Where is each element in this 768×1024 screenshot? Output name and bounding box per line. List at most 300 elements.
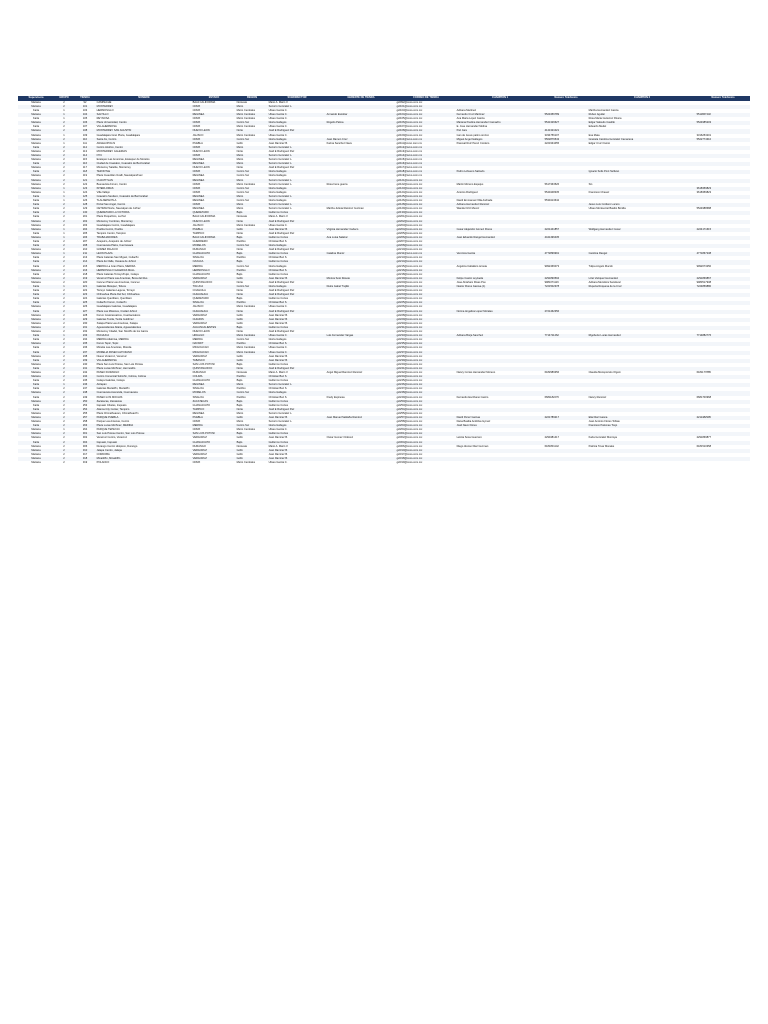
table-cell[interactable]: 3618359823	[696, 187, 750, 191]
table-cell[interactable]: 2	[63, 346, 65, 350]
table-cell[interactable]: Angel Miguel Ramirez Ramirez	[326, 370, 363, 374]
table-cell[interactable]: REYNOSA	[96, 117, 110, 121]
table-cell[interactable]: 225	[74, 301, 96, 305]
table-cell[interactable]: gsf247@oxxo.com.mx	[396, 387, 423, 391]
table-cell[interactable]: 1	[54, 228, 74, 232]
table-cell[interactable]: gsf214@oxxo.com.mx	[396, 260, 456, 264]
table-cell[interactable]: Adriana Borja Sanchez	[456, 334, 544, 338]
table-cell[interactable]: 2	[63, 174, 65, 178]
table-cell[interactable]: Pacifico	[236, 375, 268, 379]
table-cell[interactable]: Antonio Rodriguez	[456, 190, 478, 194]
table-cell[interactable]: 2	[63, 444, 65, 448]
table-cell[interactable]: Metro Centrales	[236, 108, 256, 112]
table-cell[interactable]: gsf227@oxxo.com.mx	[396, 310, 456, 314]
table-cell[interactable]: VERACRUZ	[192, 449, 236, 453]
table-cell[interactable]: Dana Basilia Andrйsa Gуmez	[456, 420, 491, 424]
table-cell[interactable]: 1	[63, 428, 65, 432]
table-cell[interactable]: gsf221@oxxo.com.mx	[396, 285, 456, 289]
table-cell[interactable]: Karla	[18, 203, 54, 207]
table-cell[interactable]: Juan Ramirez B.	[268, 452, 288, 456]
table-cell[interactable]: Karina Sanchez Nava	[326, 141, 352, 145]
table-cell[interactable]: Mariana	[31, 444, 41, 448]
table-cell[interactable]: 234	[82, 338, 88, 342]
table-cell[interactable]: 7714882776	[696, 334, 750, 338]
table-cell[interactable]: 2	[54, 359, 74, 363]
table-cell[interactable]: TEZONTLE	[96, 170, 192, 174]
table-cell[interactable]: gsf229@oxxo.com.mx	[396, 318, 456, 322]
table-cell[interactable]: Mariana	[31, 461, 41, 465]
table-cell[interactable]: Adriana Hernandez Ramirez	[456, 203, 544, 207]
table-cell[interactable]: JALISCO	[192, 223, 204, 227]
table-cell[interactable]: gsf220@oxxo.com.mx	[396, 280, 423, 284]
table-cell[interactable]: Felipe Castro Leyzaola	[456, 277, 544, 281]
table-cell[interactable]: Coacalco Sendero, Coacalco de Berriozabal	[96, 195, 192, 199]
table-cell[interactable]: gsf225@oxxo.com.mx	[396, 301, 456, 305]
table-cell[interactable]: 118	[74, 170, 96, 174]
table-cell[interactable]: 253	[82, 403, 88, 407]
table-cell[interactable]: Ulises Garcia C.	[268, 113, 326, 117]
table-cell[interactable]: Golfo	[236, 449, 268, 453]
table-cell[interactable]: 227	[74, 310, 96, 314]
table-cell[interactable]: gsf237@oxxo.com.mx	[396, 351, 456, 355]
table-cell[interactable]: Ulises Garcia C.	[268, 461, 288, 465]
table-cell[interactable]: Eva Mata	[588, 133, 600, 137]
table-cell[interactable]: Pedro Lobueno Salcedo	[456, 170, 544, 174]
table-cell[interactable]: 306	[82, 444, 88, 448]
table-cell[interactable]: Metro Centrales	[236, 117, 256, 121]
table-cell[interactable]: gsf115@oxxo.com.mx	[396, 158, 423, 162]
table-cell[interactable]: Guillermo Cortes	[268, 441, 326, 445]
table-cell[interactable]: Mariana	[18, 449, 54, 453]
table-cell[interactable]: 116	[74, 162, 96, 166]
table-cell[interactable]: Martha Hernandez Garcia	[588, 108, 619, 112]
table-cell[interactable]: Ruperta Roquena de la Cruz	[588, 285, 696, 289]
table-cell[interactable]: gsf239@oxxo.com.mx	[396, 359, 456, 363]
table-cell[interactable]: Karla	[18, 293, 54, 297]
table-cell[interactable]: Juan Eduardo Rangel Hernandez	[456, 236, 544, 240]
table-cell[interactable]: gsf318@oxxo.com.mx	[396, 457, 456, 461]
table-cell[interactable]: Mariana	[31, 190, 41, 194]
table-cell[interactable]: 122	[82, 182, 88, 186]
table-cell[interactable]: Elia Diaz Gaona	[588, 416, 696, 420]
table-cell[interactable]: gsf244@oxxo.com.mx	[396, 375, 456, 379]
table-cell[interactable]: 210	[82, 248, 88, 252]
table-cell[interactable]: Mariana	[18, 138, 54, 142]
header-grupo[interactable]: GRUPO	[54, 96, 74, 101]
table-cell[interactable]: Mariana	[18, 129, 54, 133]
table-cell[interactable]: San Luis Potosн Centro, San Luis Potosн	[96, 432, 192, 436]
table-cell[interactable]: gsf249@oxxo.com.mx	[396, 395, 423, 399]
table-cell[interactable]: Mariana	[18, 326, 54, 330]
table-cell[interactable]: Plaza San Luis Potosн, San Luis Potosн	[96, 362, 144, 366]
table-cell[interactable]: Irapuato, Irapuato	[96, 441, 192, 445]
table-cell[interactable]: Ulises Garcia C.	[268, 223, 288, 227]
table-cell[interactable]: Mariana	[31, 330, 41, 334]
table-cell[interactable]: 5523456789	[544, 113, 588, 117]
table-cell[interactable]: Adriana Mendoza Sandoval	[588, 280, 621, 284]
table-cell[interactable]: Cuernavaca Averanda, Cuernavaca	[96, 391, 192, 395]
table-cell[interactable]: Rosa Maria Gutierrez Rivera	[588, 117, 622, 121]
table-cell[interactable]: Veracruz Plaza Las Americas, Boca del Rнo	[96, 277, 192, 281]
table-cell[interactable]: Durango Centro Histриco, Durango	[96, 444, 138, 448]
table-cell[interactable]: 2221441857	[544, 228, 588, 232]
table-cell[interactable]: 2	[54, 391, 74, 395]
table-cell[interactable]: Torreуn Galerias Laguna, Torreуn	[96, 289, 136, 293]
table-cell[interactable]: Cuernavaca Plaza, Cuernavaca	[96, 244, 192, 248]
table-cell[interactable]: Plaza Lucas Morбnez, MERIDA	[96, 424, 192, 428]
table-cell[interactable]: 216	[74, 269, 96, 273]
table-cell[interactable]	[456, 461, 544, 465]
table-cell[interactable]: Socorro Gonzalez L.	[268, 105, 326, 109]
table-cell[interactable]: Mariana	[31, 158, 41, 162]
table-cell[interactable]: Josй E Rodriguez Paz	[268, 289, 295, 293]
table-cell[interactable]: Guillermo Cortes	[268, 400, 326, 404]
table-cell[interactable]: 110	[74, 138, 96, 142]
table-cell[interactable]: 129	[82, 207, 88, 211]
table-cell[interactable]: MERIDA	[192, 338, 203, 342]
table-cell[interactable]: 5562876543	[544, 138, 588, 142]
table-cell[interactable]: 1	[54, 236, 74, 240]
table-cell[interactable]: 2	[63, 330, 65, 334]
table-cell[interactable]: 117	[82, 166, 88, 170]
table-cell[interactable]: Ulises Garcia C.	[268, 125, 288, 129]
table-cell[interactable]: Golfo	[236, 359, 268, 363]
header-correo[interactable]: CORREO DE TIENDA	[396, 96, 456, 101]
table-cell[interactable]: MONTERREY SAN AGUSTIN	[96, 129, 192, 133]
table-cell[interactable]: Sin	[588, 182, 593, 186]
table-cell[interactable]: Metro	[236, 207, 244, 211]
table-cell[interactable]: gsf092@oxxo.com.mx	[396, 100, 423, 104]
table-cell[interactable]: gsf216@oxxo.com.mx	[396, 269, 456, 273]
table-cell[interactable]: Josй Navo Flores	[456, 424, 544, 428]
table-cell[interactable]: Gloria Gallegos	[268, 170, 326, 174]
table-cell[interactable]: Gloria Gallegos	[268, 138, 326, 142]
table-cell[interactable]: Juan Antonio Flores Tobias	[588, 420, 620, 424]
table-cell[interactable]: Josй E Rodriguez Paz	[268, 310, 326, 314]
table-cell[interactable]: Karla	[18, 170, 54, 174]
table-cell[interactable]: Metro	[236, 383, 268, 387]
table-cell[interactable]: 2	[54, 441, 74, 445]
table-cell[interactable]	[696, 461, 750, 465]
table-cell[interactable]: CAMPECHE	[96, 100, 112, 104]
table-cell[interactable]: Josй E Rodriguez Paz	[268, 280, 295, 284]
table-cell[interactable]: 2	[54, 293, 74, 297]
table-cell[interactable]: Mariana	[31, 362, 41, 366]
table-cell[interactable]: gsf116@oxxo.com.mx	[396, 162, 456, 166]
table-cell[interactable]: Noroeste	[236, 215, 248, 219]
table-cell[interactable]: gsf130@oxxo.com.mx	[396, 211, 456, 215]
table-cell[interactable]: Fernando Escribano Castro	[456, 395, 489, 399]
table-cell[interactable]: 2	[63, 379, 65, 383]
table-cell[interactable]: Eduardo Medel	[588, 125, 607, 129]
table-cell[interactable]: Centro Sur	[236, 170, 268, 174]
table-cell[interactable]: Josй E Rodriguez Paz	[268, 293, 326, 297]
table-cell[interactable]: Mariana Paulina Hernandez Camacho	[456, 121, 544, 125]
table-cell[interactable]: Socorro Gonzalez L.	[268, 207, 293, 211]
table-cell[interactable]: 105	[82, 117, 88, 121]
table-cell[interactable]: Mariana	[31, 248, 41, 252]
table-cell[interactable]: Guillermo Cortes	[268, 403, 289, 407]
table-cell[interactable]: Guillermo Cortes	[268, 260, 326, 264]
table-cell[interactable]: REGINEA	[192, 162, 236, 166]
table-cell[interactable]: Metro Centrales	[236, 461, 256, 465]
header-gerente[interactable]: GERENTE DE TIENDA	[326, 96, 396, 101]
table-cell[interactable]: Norte	[236, 220, 268, 224]
table-cell[interactable]: 241	[74, 367, 96, 371]
table-cell[interactable]: Golfo	[236, 436, 243, 440]
table-cell[interactable]: Karla	[32, 215, 40, 219]
table-cell[interactable]: MORELOS	[192, 391, 236, 395]
table-cell[interactable]: 107	[82, 125, 88, 129]
table-cell[interactable]: Nestor Flores Garcнa (1)	[456, 285, 544, 289]
table-cell[interactable]: gsf105@oxxo.com.mx	[396, 117, 423, 121]
table-cell[interactable]: Mariana	[18, 220, 54, 224]
table-cell[interactable]: gsf304@oxxo.com.mx	[396, 441, 456, 445]
table-cell[interactable]: gsf210@oxxo.com.mx	[396, 248, 423, 252]
table-cell[interactable]: 2221789217	[544, 416, 588, 420]
table-cell[interactable]: 4772899991	[544, 252, 588, 256]
table-cell[interactable]: gsf302@oxxo.com.mx	[396, 436, 423, 440]
table-cell[interactable]: Centro Sur	[236, 424, 268, 428]
table-cell[interactable]: Bajio	[236, 379, 243, 383]
table-cell[interactable]: Ciudad de Coacalco, Coacalco de Berriozabal	[96, 162, 192, 166]
table-cell[interactable]: Juan Ramirez B.	[268, 141, 288, 145]
table-cell[interactable]: gsf113@oxxo.com.mx	[396, 149, 423, 153]
table-cell[interactable]: Karla	[32, 379, 40, 383]
table-cell[interactable]: MONTERREY	[96, 105, 192, 109]
table-cell[interactable]: 1	[63, 141, 65, 145]
table-cell[interactable]: 6681182276	[544, 395, 559, 399]
table-cell[interactable]: Jesus Luis Cordero Lucero	[588, 203, 696, 207]
table-cell[interactable]: Christian Baz S.	[268, 256, 288, 260]
table-cell[interactable]: Mariana	[18, 342, 54, 346]
table-cell[interactable]: Mariana	[31, 149, 41, 153]
table-cell[interactable]: Norma Angelica Lopez Morales	[456, 310, 544, 314]
table-cell[interactable]: CDMX	[192, 121, 236, 125]
table-cell[interactable]: Karla	[18, 359, 54, 363]
table-cell[interactable]: 2290481417	[544, 436, 560, 440]
table-cell[interactable]: 226	[82, 305, 88, 309]
table-cell[interactable]: Mario A. Marin V.	[268, 100, 289, 104]
table-cell[interactable]: Christian Baz S.	[268, 239, 288, 243]
table-cell[interactable]: Francisco Palomas Trejo	[588, 424, 696, 428]
table-cell[interactable]: Pacifico	[236, 256, 246, 260]
table-cell[interactable]: 2	[63, 354, 65, 358]
table-cell[interactable]: PUEBLA	[192, 228, 236, 232]
table-cell[interactable]: Centro Sur	[236, 121, 268, 125]
table-cell[interactable]: Guillermo Cortes	[268, 211, 326, 215]
table-cell[interactable]: Ulises Garcia C.	[268, 108, 288, 112]
table-cell[interactable]: 124	[82, 190, 88, 194]
table-cell[interactable]: Centro Sur	[236, 285, 268, 289]
table-cell[interactable]: 214	[74, 260, 96, 264]
table-cell[interactable]: gsf228@oxxo.com.mx	[396, 313, 423, 317]
table-cell[interactable]: REGINEA	[192, 158, 205, 162]
table-cell[interactable]: Bajio	[236, 236, 268, 240]
table-cell[interactable]: Mariana	[18, 121, 54, 125]
table-cell[interactable]: VILLAHERMOSA	[96, 125, 117, 129]
table-cell[interactable]: 2	[54, 400, 74, 404]
table-cell[interactable]: Galerias Tuxtla, Tuxtla Gutiйrrez	[96, 318, 192, 322]
table-cell[interactable]: 3618359823	[696, 190, 712, 194]
table-cell[interactable]: Gloria Gallegos	[268, 285, 326, 289]
table-cell[interactable]: Rigoberto Lucas Hernandez	[588, 334, 696, 338]
table-cell[interactable]: Dulce Isabel Trujillo	[326, 285, 396, 289]
table-cell[interactable]: CHIHUAHUA	[192, 293, 236, 297]
table-cell[interactable]: gsf204@oxxo.com.mx	[396, 228, 456, 232]
table-cell[interactable]: gsf258@oxxo.com.mx	[396, 420, 423, 424]
table-cell[interactable]: REGINEA	[192, 383, 236, 387]
table-cell[interactable]: Diego Alonso Diaz Guzman	[456, 444, 489, 448]
table-cell[interactable]: Josй E Rodriguez Paz	[268, 166, 295, 170]
header-champion-1[interactable]: CHAMPION 1	[456, 96, 544, 101]
table-cell[interactable]: Josй E Rodriguez Paz	[268, 367, 326, 371]
table-cell[interactable]: SINALOA	[192, 301, 236, 305]
table-cell[interactable]: Mariana	[18, 432, 54, 436]
table-cell[interactable]: TOLUCA	[192, 285, 236, 289]
table-cell[interactable]: Guillermo Cortes	[268, 236, 326, 240]
table-cell[interactable]: Culiacбn Forum, Culiacбn	[96, 301, 192, 305]
table-cell[interactable]: 310	[74, 449, 96, 453]
table-cell[interactable]: Centro Sur	[236, 190, 250, 194]
table-cell[interactable]: gsf310@oxxo.com.mx	[396, 449, 456, 453]
table-cell[interactable]: 2	[63, 452, 65, 456]
table-cell[interactable]: 5522774310	[696, 138, 750, 142]
table-cell[interactable]: 2	[54, 179, 74, 183]
table-cell[interactable]: gsf207@oxxo.com.mx	[396, 239, 423, 243]
table-cell[interactable]: 205	[82, 231, 88, 235]
table-cell[interactable]: 2211482995	[696, 416, 750, 420]
table-cell[interactable]: gsf219@oxxo.com.mx	[396, 277, 456, 281]
table-cell[interactable]: 4141321021	[544, 129, 588, 133]
table-cell[interactable]: Metro Centrales	[236, 133, 256, 137]
table-cell[interactable]: NUEVO LEON	[192, 129, 236, 133]
table-cell[interactable]: Mariana	[31, 166, 41, 170]
table-cell[interactable]: 2	[54, 408, 74, 412]
table-cell[interactable]: 130	[74, 211, 96, 215]
table-cell[interactable]: Karla	[18, 301, 54, 305]
table-cell[interactable]: COAHUILA	[192, 289, 206, 293]
table-cell[interactable]: 103	[82, 108, 88, 112]
table-cell[interactable]: Karla	[32, 256, 40, 260]
table-cell[interactable]: 304	[74, 441, 96, 445]
table-cell[interactable]: 2	[63, 215, 65, 219]
table-cell[interactable]: 201	[82, 215, 88, 219]
table-cell[interactable]: 5530413642	[544, 199, 560, 203]
table-cell[interactable]: TRABAJADORES	[96, 236, 192, 240]
table-cell[interactable]: QUINTANA ROO	[192, 280, 213, 284]
table-cell[interactable]: 2	[63, 125, 65, 129]
table-cell[interactable]: Josй E Rodriguez Paz	[268, 330, 295, 334]
table-cell[interactable]: Golfo	[236, 416, 268, 420]
table-cell[interactable]: Plaza Cuautitlan Izcalli, Naucalpan/Fuel	[96, 174, 143, 178]
table-cell[interactable]: Rosa Irene guerra	[326, 182, 348, 186]
table-cell[interactable]: PASEO LOS MOCHIS	[96, 395, 123, 399]
table-cell[interactable]: Plaza Pequeбros, La Paz	[96, 215, 126, 219]
table-cell[interactable]: gsf264@oxxo.com.mx	[396, 428, 423, 432]
table-cell[interactable]: 2	[63, 305, 65, 309]
table-cell[interactable]: BAJA CALIFORNIA	[192, 236, 236, 240]
table-cell[interactable]: Portal San Angel, Centro	[96, 203, 192, 207]
table-cell[interactable]: Bajio	[236, 403, 243, 407]
table-cell[interactable]: Socorro Gonzalez L.	[268, 154, 326, 158]
table-cell[interactable]: Metro Centrales	[236, 125, 256, 129]
table-cell[interactable]: HIDALGO	[192, 334, 236, 338]
table-cell[interactable]: Socorro Gonzalez L.	[268, 179, 326, 183]
table-cell[interactable]: 254	[74, 408, 96, 412]
table-cell[interactable]: 224	[82, 297, 88, 301]
table-cell[interactable]: Mariana	[31, 182, 41, 186]
table-cell[interactable]: Mariana	[18, 228, 54, 232]
table-cell[interactable]: Norte	[236, 289, 243, 293]
table-cell[interactable]: Metro	[236, 195, 268, 199]
table-cell[interactable]: 213	[82, 256, 88, 260]
table-cell[interactable]: gsf213@oxxo.com.mx	[396, 256, 423, 260]
table-cell[interactable]: Juan Ramirez B.	[268, 321, 288, 325]
table-cell[interactable]: Mariana	[18, 154, 54, 158]
table-cell[interactable]: Ruben Aguilar	[588, 113, 696, 117]
table-cell[interactable]: 222	[82, 289, 88, 293]
table-cell[interactable]: gsf114@oxxo.com.mx	[396, 154, 456, 158]
table-cell[interactable]: Socorro Gonzalez L.	[268, 420, 293, 424]
table-cell[interactable]: Karla	[32, 297, 40, 301]
table-cell[interactable]: Plaza Las Misiones, Ciudad Juбrez	[96, 310, 192, 314]
header-estado[interactable]: ESTADO	[192, 96, 236, 101]
table-cell[interactable]: gsf246@oxxo.com.mx	[396, 383, 456, 387]
table-cell[interactable]: 115	[82, 158, 88, 162]
table-cell[interactable]: Xalapa Plaza Las Americas, Xalapa	[96, 321, 138, 325]
table-cell[interactable]: Mariana	[31, 133, 41, 137]
table-cell[interactable]: Guillermo Cortes	[268, 297, 289, 301]
table-cell[interactable]: Guillermo Cortes	[268, 252, 326, 256]
table-cell[interactable]: gsf301@oxxo.com.mx	[396, 432, 456, 436]
table-cell[interactable]: CDMX	[192, 187, 236, 191]
table-cell[interactable]: 2	[54, 203, 74, 207]
table-cell[interactable]: Karla	[18, 244, 54, 248]
table-cell[interactable]: 2224171615	[696, 228, 750, 232]
table-cell[interactable]: Metro	[236, 162, 268, 166]
table-cell[interactable]: Centro Sur	[236, 264, 250, 268]
table-cell[interactable]: 2	[63, 321, 65, 325]
table-cell[interactable]: Metro Centrales	[236, 351, 268, 355]
table-cell[interactable]: Bajio	[236, 260, 268, 264]
table-cell[interactable]: Cancъn Plaza Las Americas, Cancъn	[96, 280, 140, 284]
table-cell[interactable]: 1	[54, 334, 74, 338]
table-cell[interactable]: gsf111@oxxo.com.mx	[396, 141, 422, 145]
table-cell[interactable]: 208	[74, 244, 96, 248]
table-cell[interactable]: Puebla Centro, Puebla	[96, 228, 192, 232]
table-cell[interactable]: gsf223@oxxo.com.mx	[396, 293, 456, 297]
table-cell[interactable]: Mariana	[31, 174, 41, 178]
table-cell[interactable]: gsf222@oxxo.com.mx	[396, 289, 423, 293]
table-cell[interactable]: Mariana	[31, 305, 41, 309]
table-cell[interactable]: 2	[63, 313, 65, 317]
table-cell[interactable]: Gloria Gallegos	[268, 190, 287, 194]
table-cell[interactable]: Karla	[32, 117, 40, 121]
table-cell[interactable]: Golfo	[236, 457, 268, 461]
table-cell[interactable]: gsf108@oxxo.com.mx	[396, 129, 456, 133]
table-cell[interactable]: CHIHUAHUA	[192, 310, 236, 314]
table-cell[interactable]: gsf101@oxxo.com.mx	[396, 105, 456, 109]
table-cell[interactable]: NUEVO LEON	[192, 166, 210, 170]
table-cell[interactable]: 92	[83, 100, 87, 104]
table-cell[interactable]: CDMX	[192, 105, 236, 109]
table-cell[interactable]: E. Jose Hernandez Molina	[456, 125, 488, 129]
table-cell[interactable]: Pacifico	[236, 342, 268, 346]
table-cell[interactable]: Norte	[236, 280, 243, 284]
table-cell[interactable]: Edgar Cruz Osorio	[588, 141, 611, 145]
table-cell[interactable]: 114	[74, 154, 96, 158]
